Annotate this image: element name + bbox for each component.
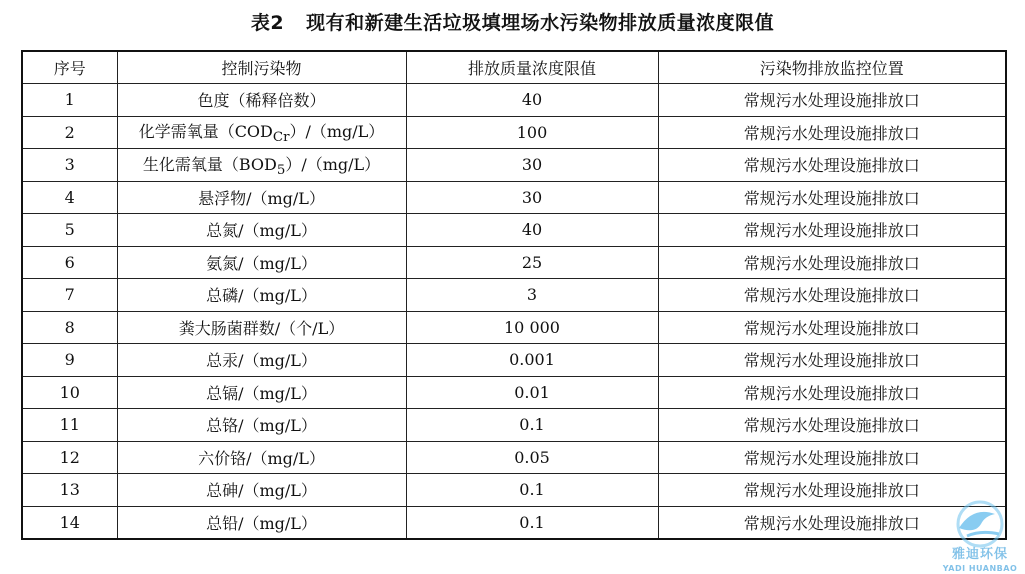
cell-location: 常规污水处理设施排放口 (658, 181, 1006, 214)
cell-pollutant: 总磷/（mg/L） (117, 279, 406, 312)
pollutant-unit: ）/（mg/L） (285, 154, 381, 174)
table-title (0, 8, 1025, 35)
table-row (22, 279, 1006, 312)
cell-location: 常规污水处理设施排放口 (658, 376, 1006, 409)
cell-limit: 10 000 (406, 311, 658, 344)
pollutant-name: 生化需氧量（BOD (142, 154, 277, 174)
table-row (22, 214, 1006, 247)
watermark-subtext: YADI HUANBAO (942, 564, 1018, 573)
cell-pollutant: 总铅/（mg/L） (117, 506, 406, 539)
cell-limit: 40 (406, 214, 658, 247)
table-row (22, 84, 1006, 117)
cell-index: 10 (22, 376, 117, 409)
cell-limit: 0.001 (406, 344, 658, 377)
cell-index: 12 (22, 441, 117, 474)
cell-location: 常规污水处理设施排放口 (658, 279, 1006, 312)
cell-location: 常规污水处理设施排放口 (658, 409, 1006, 442)
table-header-row (22, 51, 1006, 84)
table-row (22, 441, 1006, 474)
cell-index: 7 (22, 279, 117, 312)
cell-location: 常规污水处理设施排放口 (658, 246, 1006, 279)
cell-index: 8 (22, 311, 117, 344)
pollutant-unit: ）/（mg/L） (289, 122, 385, 142)
table-row (22, 409, 1006, 442)
cell-location: 常规污水处理设施排放口 (658, 441, 1006, 474)
cell-index: 5 (22, 214, 117, 247)
pollutant-limits-table (21, 50, 1007, 540)
header-monitor-location: 污染物排放监控位置 (658, 51, 1006, 84)
table-row (22, 344, 1006, 377)
cell-location: 常规污水处理设施排放口 (658, 149, 1006, 182)
cell-pollutant: 色度（稀释倍数） (117, 84, 406, 117)
table-number: 表2 (250, 12, 285, 34)
header-limit: 排放质量浓度限值 (406, 51, 658, 84)
cell-limit: 3 (406, 279, 658, 312)
cell-index: 13 (22, 474, 117, 507)
table-row (22, 474, 1006, 507)
cell-index: 4 (22, 181, 117, 214)
cell-index: 14 (22, 506, 117, 539)
header-index: 序号 (22, 51, 117, 84)
cell-limit: 0.1 (406, 506, 658, 539)
cell-pollutant: 粪大肠菌群数/（个/L） (117, 311, 406, 344)
cell-location: 常规污水处理设施排放口 (658, 116, 1006, 149)
table-row (22, 506, 1006, 539)
cell-pollutant: 氨氮/（mg/L） (117, 246, 406, 279)
cell-pollutant: 总铬/（mg/L） (117, 409, 406, 442)
cell-location: 常规污水处理设施排放口 (658, 311, 1006, 344)
cell-limit: 40 (406, 84, 658, 117)
cell-index: 6 (22, 246, 117, 279)
cell-pollutant: 总砷/（mg/L） (117, 474, 406, 507)
watermark-text: 雅迪环保 (951, 547, 1008, 562)
cell-limit: 0.05 (406, 441, 658, 474)
cell-pollutant: 六价铬/（mg/L） (117, 441, 406, 474)
cell-limit: 100 (406, 116, 658, 149)
cell-index: 2 (22, 116, 117, 149)
cell-location: 常规污水处理设施排放口 (658, 474, 1006, 507)
cell-pollutant: 总镉/（mg/L） (117, 376, 406, 409)
pollutant-subscript: Cr (272, 130, 290, 146)
cell-location: 常规污水处理设施排放口 (658, 214, 1006, 247)
cell-pollutant: 悬浮物/（mg/L） (117, 181, 406, 214)
table-row (22, 376, 1006, 409)
cell-location: 常规污水处理设施排放口 (658, 344, 1006, 377)
pollutant-subscript: 5 (276, 162, 286, 178)
cell-limit: 25 (406, 246, 658, 279)
cell-location: 常规污水处理设施排放口 (658, 506, 1006, 539)
cell-pollutant: 总氮/（mg/L） (117, 214, 406, 247)
table-row (22, 311, 1006, 344)
header-pollutant: 控制污染物 (117, 51, 406, 84)
table-caption: 现有和新建生活垃圾填埋场水污染物排放质量浓度限值 (306, 12, 775, 34)
cell-pollutant (117, 149, 406, 182)
table-row (22, 149, 1006, 182)
cell-index: 1 (22, 84, 117, 117)
cell-limit: 30 (406, 181, 658, 214)
cell-limit: 0.1 (406, 409, 658, 442)
cell-pollutant: 总汞/（mg/L） (117, 344, 406, 377)
cell-index: 3 (22, 149, 117, 182)
cell-index: 9 (22, 344, 117, 377)
cell-limit: 0.1 (406, 474, 658, 507)
cell-index: 11 (22, 409, 117, 442)
pollutant-name: 化学需氧量（COD (138, 122, 273, 142)
cell-limit: 0.01 (406, 376, 658, 409)
cell-pollutant (117, 116, 406, 149)
cell-location: 常规污水处理设施排放口 (658, 84, 1006, 117)
table-row (22, 181, 1006, 214)
cell-limit: 30 (406, 149, 658, 182)
table-row (22, 116, 1006, 149)
table-row (22, 246, 1006, 279)
